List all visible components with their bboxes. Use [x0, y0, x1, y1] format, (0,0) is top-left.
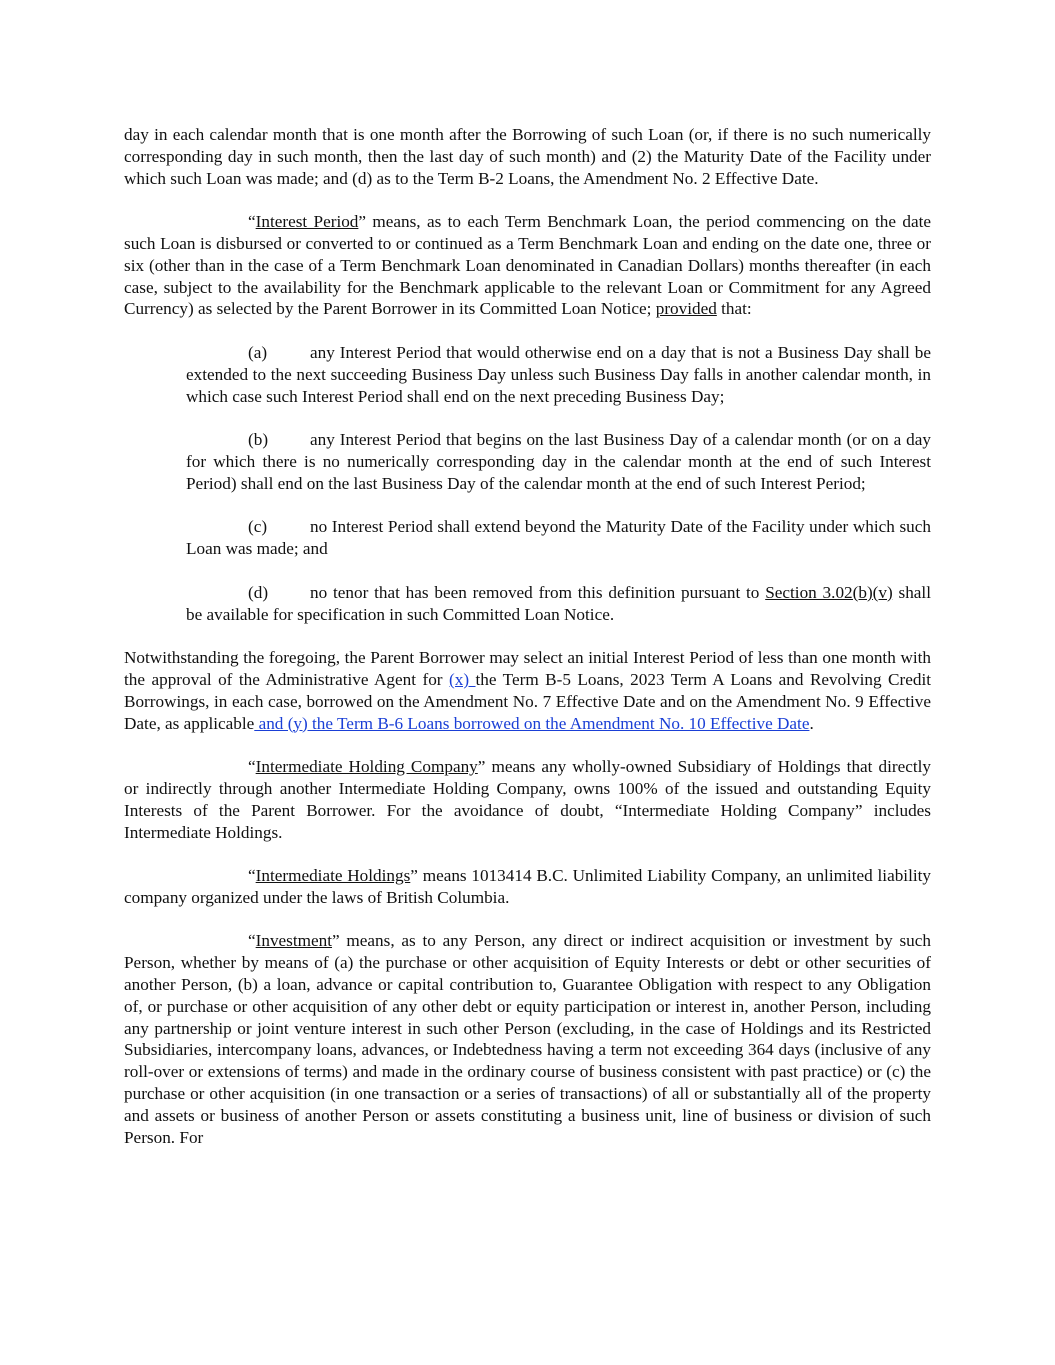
document-page	[124, 124, 931, 1170]
provided-term: provided	[655, 299, 717, 319]
clause-label: (d)	[248, 582, 269, 602]
definition-intermediate-holdings	[124, 865, 931, 909]
definition-text: ” means 1013414 B.C. Unlimited Liability Company, an unlimited liability company organized under the laws of British Columbia.	[124, 866, 931, 907]
defined-term: Interest Period	[255, 212, 359, 232]
paragraph-text: Notwithstanding the foregoing, the Parent Borrower may select an initial Interest Period of less than one month with the approval of the Administrative Agent for	[124, 648, 931, 689]
clause-text: any Interest Period that begins on the last Business Day of a calendar month (or on a day for which there is no numerically corresponding day in the calendar month at the end of such Interest Period) shall end on the last Business Day of the calendar month at the end of such Interest Period;	[186, 430, 931, 493]
section-reference: Section 3.02(b)(v)	[765, 582, 893, 602]
inserted-text-y: and (y) the Term B-6 Loans borrowed on the Amendment No. 10 Effective Date	[254, 713, 810, 733]
clause-text: no tenor that has been removed from this definition pursuant to	[310, 582, 766, 602]
clause-label: (a)	[248, 342, 268, 362]
clause-a	[186, 342, 931, 407]
defined-term: Intermediate Holdings	[255, 866, 411, 886]
definition-investment	[124, 930, 931, 1148]
inserted-text-x: (x)	[449, 669, 476, 689]
clause-label: (c)	[248, 517, 268, 537]
clause-b	[186, 429, 931, 494]
clause-d	[186, 582, 931, 626]
definition-text-end: that:	[716, 299, 752, 319]
open-quote: “	[248, 931, 256, 951]
clause-label: (b)	[248, 430, 269, 450]
paragraph-text-mid: the Term B-5 Loans, 2023 Term A Loans and Revolving Credit Borrowings, in each case, borrowed on the Amendment No. 7 Effective Date and on the Amendment No. 9 Effective Date, as applicable	[124, 669, 931, 733]
open-quote: “	[248, 866, 256, 886]
definition-interest-period	[124, 211, 931, 320]
open-quote: “	[248, 212, 256, 232]
defined-term: Investment	[255, 931, 333, 951]
clause-text: no Interest Period shall extend beyond the Maturity Date of the Facility under which such Loan was made; and	[186, 517, 931, 559]
paragraph-text-end: .	[809, 713, 814, 733]
definition-text: ” means any wholly-owned Subsidiary of Holdings that directly or indirectly through another Intermediate Holding Company, owns 100% of the issued and outstanding Equity Interests of the Parent Borrower. For the avoidance of doubt, “Intermediate Holding Company” includes Intermediate Holdings.	[124, 757, 931, 842]
paragraph-notwithstanding	[124, 647, 931, 734]
clause-text: any Interest Period that would otherwise end on a day that is not a Business Day shall be extended to the next succeeding Business Day unless such Business Day falls in another calendar month, in which case such Interest Period shall end on the next preceding Business Day;	[186, 342, 931, 406]
open-quote: “	[248, 757, 256, 777]
defined-term: Intermediate Holding Company	[255, 757, 478, 777]
definition-text: ” means, as to each Term Benchmark Loan, the period commencing on the date such Loan is disbursed or converted to or continued as a Term Benchmark Loan and ending on the date one, three or six (other than in the case of a Term Benchmark Loan denominated in Canadian Dollars) months thereafter (in each case, subject to the availability for the Benchmark applicable to the relevant Loan or Commitment for any Agreed Currency) as selected by the Parent Borrower in its Committed Loan Notice;	[124, 212, 931, 319]
definition-text: ” means, as to any Person, any direct or indirect acquisition or investment by such Person, whether by means of (a) the purchase or other acquisition of Equity Interests or debt or other securities of another Person, (b) a loan, advance or capital contribution to, Guarantee Obligation with respect to any Obligation of, or purchase or other acquisition of any other debt or equity participation or interest in, another Person, including any partnership or joint venture interest in such other Person (excluding, in the case of Holdings and its Restricted Subsidiaries, intercompany loans, advances, or Indebtedness having a term not exceeding 364 days (inclusive of any roll-over or extensions of terms) and made in the ordinary course of business consistent with past practice) or (c) the purchase or other acquisition (in one transaction or a series of transactions) of all or substantially all of the property and assets or business of another Person or assets constituting a business unit, line of business or division of such Person. For	[124, 931, 931, 1147]
clause-c	[186, 516, 931, 560]
paragraph-continuation	[124, 124, 931, 189]
paragraph-text: day in each calendar month that is one month after the Borrowing of such Loan (or, if there is no such numerically corresponding day in such month, then the last day of such month) and (2) the Maturity Date of the Facility under which such Loan was made; and (d) as to the Term B-2 Loans, the Amendment No. 2 Effective Date.	[124, 125, 931, 188]
definition-intermediate-holding-company	[124, 756, 931, 843]
clause-text-end: shall be available for specification in such Committed Loan Notice.	[186, 582, 931, 624]
